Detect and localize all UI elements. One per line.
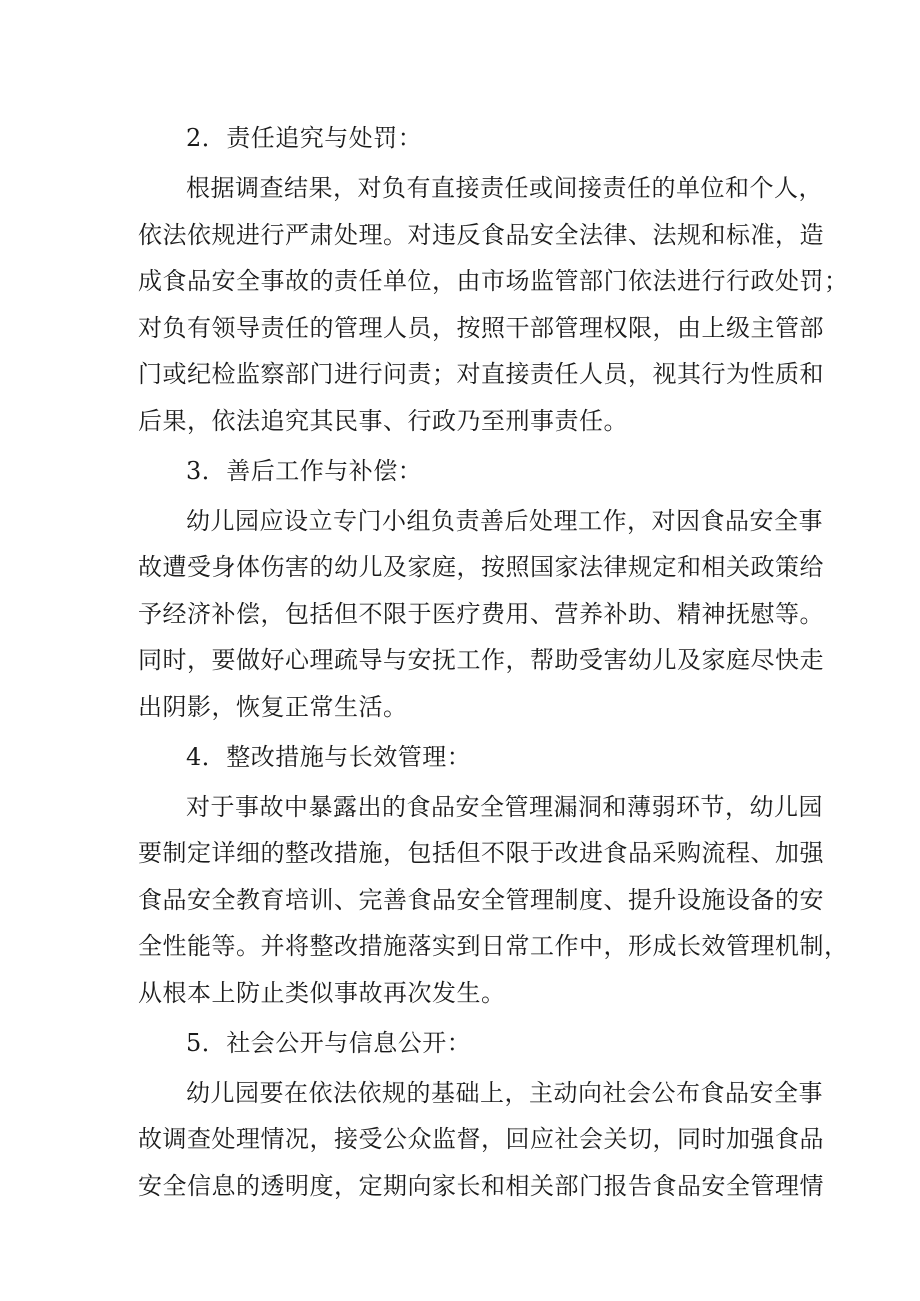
paragraph-line: 后果，依法追究其民事、行政乃至刑事责任。 bbox=[138, 406, 628, 435]
paragraph-line: 全性能等。并将整改措施落实到日常工作中，形成长效管理机制， bbox=[138, 932, 849, 961]
paragraph-line: 幼儿园要在依法依规的基础上，主动向社会公布食品安全事 bbox=[186, 1078, 823, 1107]
paragraph-line: 要制定详细的整改措施，包括但不限于改进食品采购流程、加强 bbox=[138, 839, 824, 868]
section-heading-3: 3．善后工作与补偿： bbox=[186, 456, 423, 485]
paragraph-line: 同时，要做好心理疏导与安抚工作，帮助受害幼儿及家庭尽快走 bbox=[138, 646, 824, 675]
section-heading-5: 5．社会公开与信息公开： bbox=[186, 1028, 472, 1057]
section-paragraph-4 bbox=[138, 784, 849, 1017]
section-paragraph-3 bbox=[138, 498, 824, 731]
paragraph-line: 对负有领导责任的管理人员，按照干部管理权限，由上级主管部 bbox=[138, 313, 824, 342]
paragraph-line: 从根本上防止类似事故再次发生。 bbox=[138, 978, 506, 1007]
paragraph-line: 予经济补偿，包括但不限于医疗费用、营养补助、精神抚慰等。 bbox=[138, 599, 824, 628]
paragraph-line: 安全信息的透明度，定期向家长和相关部门报告食品安全管理情 bbox=[138, 1171, 824, 1200]
paragraph-line: 对于事故中暴露出的食品安全管理漏洞和薄弱环节，幼儿园 bbox=[186, 792, 823, 821]
section-paragraph-5 bbox=[138, 1070, 824, 1210]
section-heading-4: 4．整改措施与长效管理： bbox=[186, 742, 472, 771]
paragraph-line: 故遭受身体伤害的幼儿及家庭，按照国家法律规定和相关政策给 bbox=[138, 553, 824, 582]
document-body bbox=[138, 112, 849, 1209]
paragraph-line: 根据调查结果，对负有直接责任或间接责任的单位和个人， bbox=[186, 174, 823, 202]
section-paragraph-2 bbox=[138, 165, 849, 445]
paragraph-line: 成食品安全事故的责任单位，由市场监管部门依法进行行政处罚； bbox=[138, 267, 849, 296]
section-heading-2: 2．责任追究与处罚： bbox=[186, 124, 423, 152]
paragraph-line: 门或纪检监察部门进行问责；对直接责任人员，视其行为性质和 bbox=[138, 360, 824, 389]
paragraph-line: 食品安全教育培训、完善食品安全管理制度、提升设施设备的安 bbox=[138, 885, 824, 914]
paragraph-line: 故调查处理情况，接受公众监督，回应社会关切，同时加强食品 bbox=[138, 1125, 824, 1154]
paragraph-line: 依法依规进行严肃处理。对违反食品安全法律、法规和标准，造 bbox=[138, 220, 824, 249]
paragraph-line: 幼儿园应设立专门小组负责善后处理工作，对因食品安全事 bbox=[186, 506, 823, 535]
paragraph-line: 出阴影，恢复正常生活。 bbox=[138, 692, 408, 721]
